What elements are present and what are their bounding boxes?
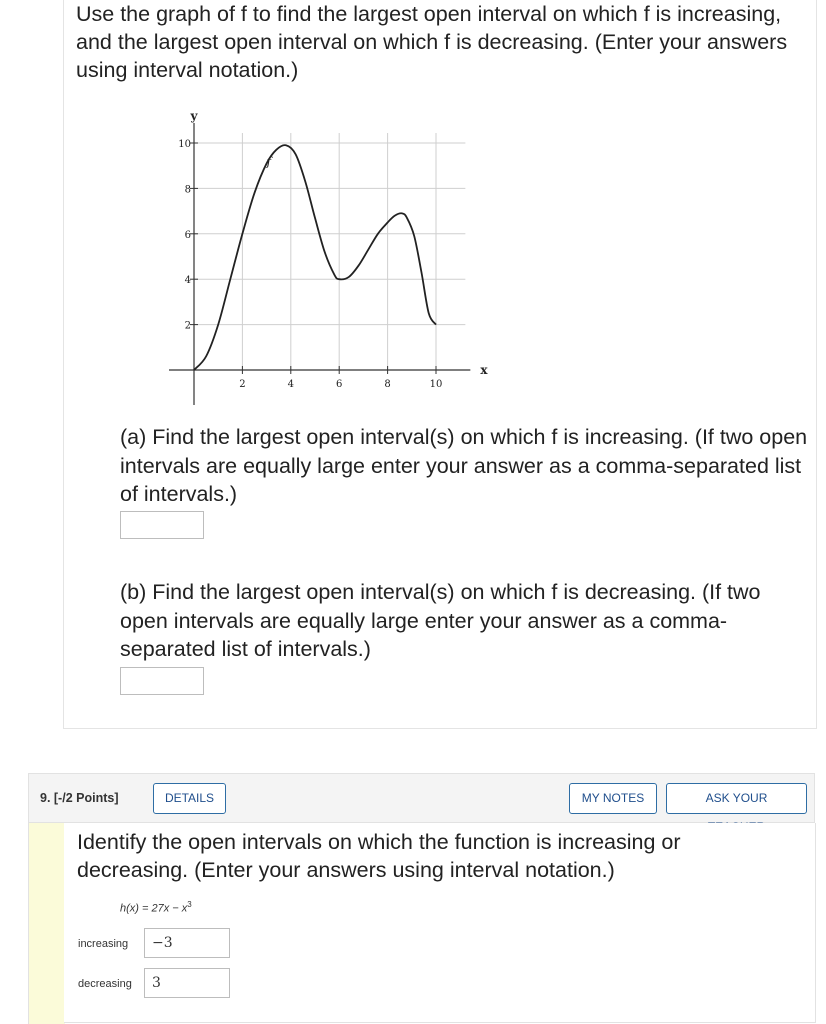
graph-axes [169, 123, 470, 405]
question-8-prompt: Use the graph of f to find the largest open interval on which f is increasing, and the largest open interval on which f is decreasing. (Enter your answers using interval notation.) [76, 2, 788, 82]
question-9-header [28, 773, 815, 823]
x-tick-label: 4 [287, 379, 294, 390]
y-tick-label: 2 [184, 320, 191, 332]
part-b-text: (b) Find the largest open interval(s) on which f is decreasing. (If two open intervals are equally large enter your answer as a comma-separated list of intervals.) [120, 580, 761, 661]
part-a-answer-input[interactable] [120, 511, 204, 539]
part-b-answer-input[interactable] [120, 667, 204, 695]
increasing-input[interactable]: −3 [144, 928, 230, 958]
y-tick-label: 10 [178, 139, 191, 150]
increasing-label: increasing [78, 938, 129, 950]
graph-of-f [150, 95, 488, 405]
y-tick-label: 4 [184, 275, 191, 287]
details-button[interactable]: DETAILS [153, 783, 226, 814]
part-a-text: (a) Find the largest open interval(s) on which f is increasing. (If two open intervals are equally large enter your answer as a comma-separated list of intervals.) [120, 425, 808, 506]
decreasing-input[interactable]: 3 [144, 968, 230, 998]
x-tick-label: 8 [384, 379, 391, 390]
x-tick-label: 2 [239, 379, 246, 390]
function-exponent: 3 [187, 900, 192, 909]
question-9-prompt: Identify the open intervals on which the function is increasing or decreasing. (Enter your answers using interval notation.) [77, 830, 681, 882]
x-axis-label: x [480, 363, 488, 377]
y-tick-label: 6 [184, 229, 191, 241]
function-lhs: h(x) = 27x − x [120, 902, 188, 915]
x-tick-label: 6 [336, 379, 343, 390]
my-notes-button[interactable]: MY NOTES [569, 783, 657, 814]
decreasing-label: decreasing [78, 978, 132, 990]
graph-grid [194, 133, 465, 370]
curve-label: f [266, 154, 272, 169]
x-tick-label: 10 [429, 379, 443, 390]
function-definition [120, 900, 192, 915]
question-9-label: 9. [-/2 Points] [40, 791, 119, 805]
ask-your-teacher-button[interactable]: ASK YOUR [666, 783, 807, 814]
curve-f [194, 145, 436, 370]
y-axis-label: y [190, 109, 198, 123]
question-9-status-bar [28, 823, 65, 1024]
y-tick-label: 8 [184, 184, 191, 196]
graph-ticks [178, 139, 442, 390]
